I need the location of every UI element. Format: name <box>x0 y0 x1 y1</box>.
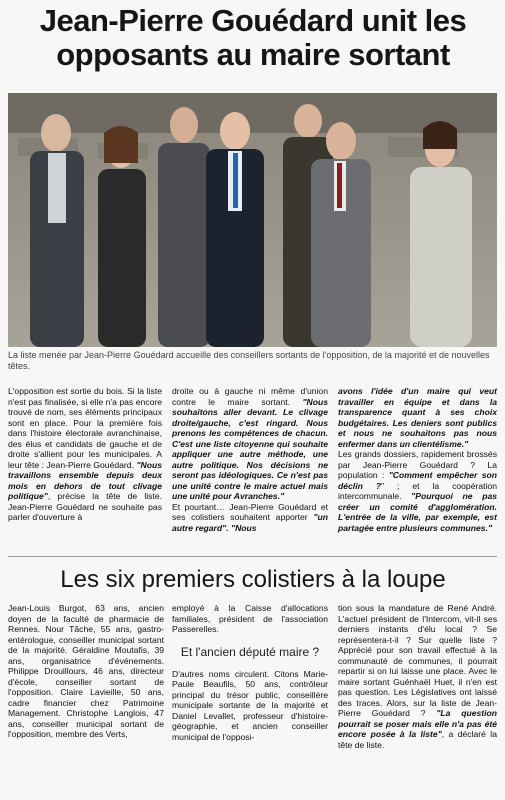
article-text: droite ou à gauche ni même d'union contre le maire sortant. <box>172 386 328 407</box>
article-quote: "un autre regard". "Nous <box>172 512 329 533</box>
article-paragraph <box>338 449 497 533</box>
article-column-3 <box>338 386 497 533</box>
group-photo-illustration <box>8 93 497 347</box>
section-divider <box>8 556 497 557</box>
colistiers-quote: "La question pourrait se poser mais elle n'a pas été encore posée à la liste" <box>338 708 498 739</box>
article-paragraph <box>172 502 328 534</box>
article-text: " ; et la coopération intercommunale. <box>338 480 497 501</box>
article-quote: "Comment empêcher son déclin ? <box>338 470 497 491</box>
colistiers-text: D'autres noms circulent. Citons Marie-Paule Beaufils, 50 ans, contrôleur principal du trésor public, conseillère municipale sortante de la majorité et Daniel Levallet, professeur d'histoire-géographie, et ancien conseiller municipal de l'opposi- <box>172 668 328 742</box>
article-text: Et pourtant… Jean-Pierre Gouédard et ses colistiers souhaitent apporter <box>172 501 328 522</box>
article-text: L'opposition est sortie du bois. Si la liste n'est pas finalisée, si elle n'a pas encore trouvé de nom, ses éléments principaux sont en place. Pour la première fois dans l'histoire électorale avranchinaise, des élus et candidats de gauche et de droite s'allient pour les municipales. A leur tête : Jean-Pierre Gouédard. <box>8 386 162 470</box>
article-headline: Jean-Pierre Gouédard unit les opposants au maire sortant <box>39 3 467 72</box>
article-column-2 <box>172 386 328 533</box>
group-photo <box>8 93 497 347</box>
colistiers-column-2 <box>172 603 328 742</box>
photo-caption: La liste menée par Jean-Pierre Gouédard accueille des conseillers sortants de l'opposition, de la majorité et de nouvelles têtes. <box>8 350 490 371</box>
section-subhead: Les six premiers colistiers à la loupe <box>60 566 446 593</box>
article-text: , précise la tête de liste. Jean-Pierre Gouédard ne souhaite pas parler d'ouverture à <box>8 491 162 522</box>
article-quote: "Nous travaillons ensemble depuis deux mois en dehors de tout clivage politique" <box>8 459 163 501</box>
article-paragraph <box>338 386 497 449</box>
article-column-1 <box>8 386 162 523</box>
box-title: Et l'ancien député maire ? <box>180 644 320 659</box>
colistiers-paragraph <box>338 603 497 750</box>
colistiers-column-3 <box>338 603 497 750</box>
article-paragraph <box>8 386 162 523</box>
colistiers-column-1 <box>8 603 164 740</box>
article-text: Les grands dossiers, rapidement brossés par Jean-Pierre Gouédard ? La population : <box>338 449 497 480</box>
colistiers-text: employé à la Caisse d'allocations familiales, président de l'association Passerelles. <box>172 603 328 634</box>
article-quote: "Pourquoi ne pas créer un comité d'agglomération. L'entrée de la ville, par exemple, est partagée entre plusieurs communes." <box>338 491 498 533</box>
article-paragraph <box>172 386 328 502</box>
colistiers-text: Jean-Louis Burgot, 63 ans, ancien doyen de la faculté de pharmacie de Rennes. Nour Tâche, 55 ans, gastro-entérologue, conseiller municipal sortant de la majorité. Géraldine Moutafis, 39 ans, organisatrice d'événements. Philippe Drouillours, 46 ans, directeur d'école, conseiller sortant de l'opposition. Claire Lavieille, 50 ans, cadre financier chez Patrimoine Management. Christophe Langlois, 47 ans, conseiller municipal sortant de l'opposition, membre des Verts, <box>8 603 164 739</box>
article-quote: "Nous souhaitons aller devant. Le clivage droite/gauche, c'est ringard. Nous prenons les compétences de chacun. C'est une liste citoyenne qui souhaite appliquer une autre méthode, une autre politique. Nos décisions ne seront pas idéologiques. Ce n'est pas une unité contre le maire actuel mais une unité pour Avranches." <box>172 396 329 501</box>
colistiers-text: tion sous la mandature de René André. L'actuel président de l'Intercom, vit-il ses derniers instants d'élu local ? Se représentera-t-il ? Sur quelle liste ? Apprécié pour son travail effectué à la communauté de communes, il pourrait repartir si on lui laisse une place. Avec le maire sortant Guénhaël Huet, il n'en est pas question. Les Législatives ont laissé des traces. Alors, sur la liste de Jean-Pierre Gouédard ? <box>338 603 497 718</box>
article-quote: avons l'idée d'un maire qui veut travailler en équipe et dans la transparence quant à ses choix budgétaires. Les deniers sont publics et nous ne souhaitons pas nous enfermer dans un clientélisme." <box>338 386 497 449</box>
colistiers-text: , a déclaré la tête de liste. <box>338 729 497 750</box>
